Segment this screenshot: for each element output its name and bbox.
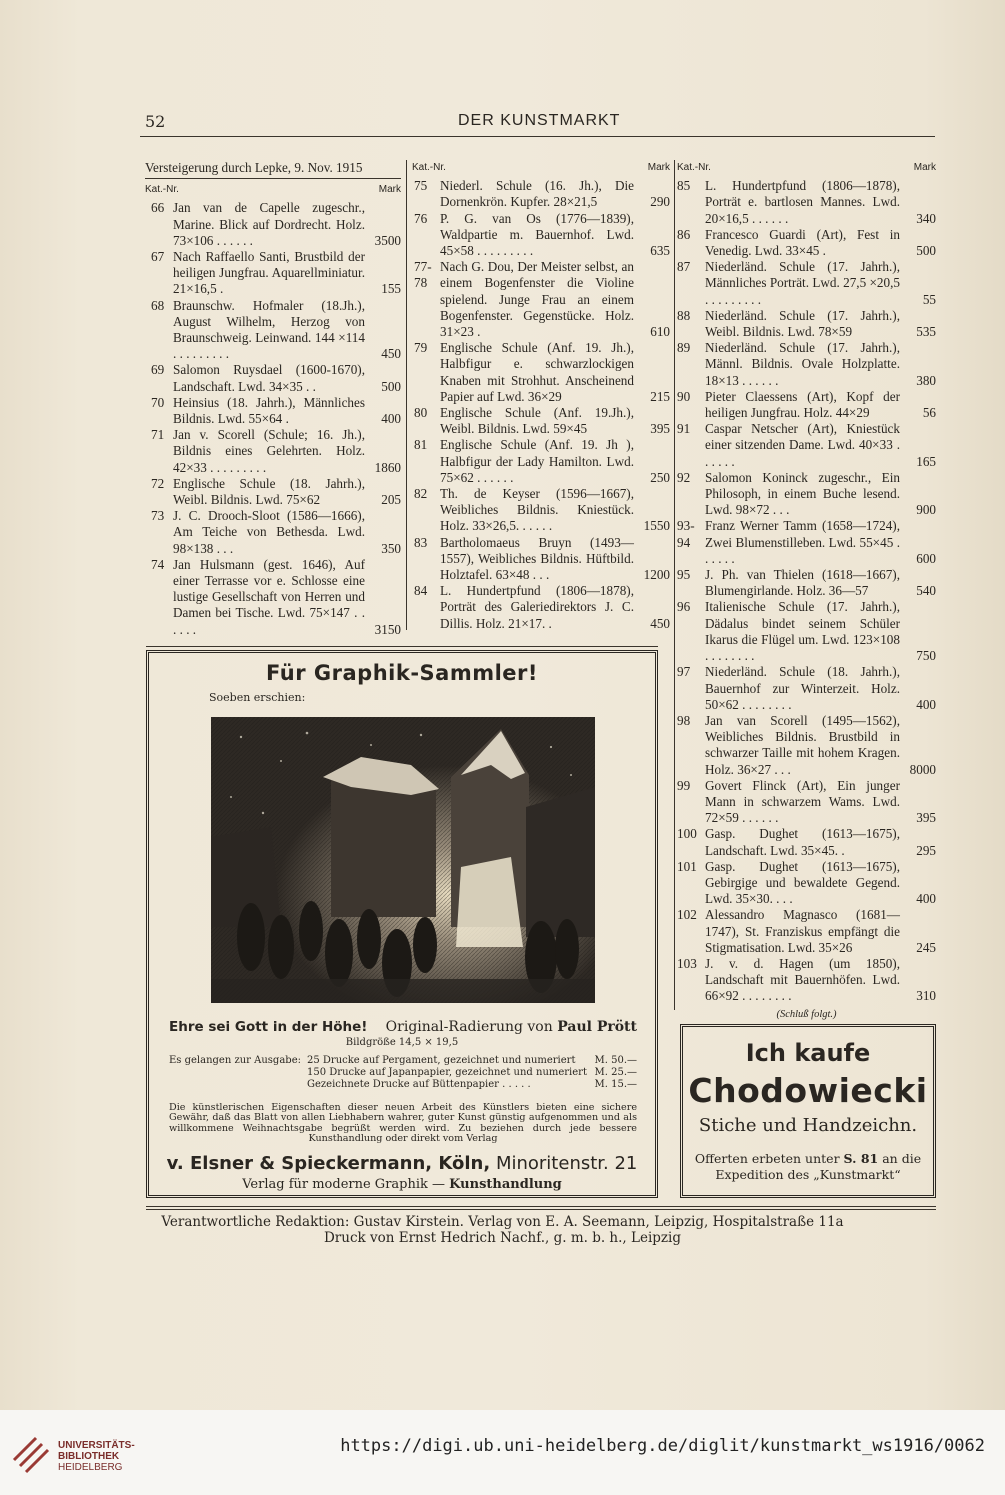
catalog-entry: [677, 389, 936, 421]
entry-description: J. v. d. Hagen (um 1850), Landschaft mit Bauernhöfen. Lwd. 66×92 . . . . . . . .: [705, 955, 900, 1004]
catalog-entry: [677, 859, 936, 908]
entry-description: Niederländ. Schule (18. Jahrh.), Bauernhof zur Winterzeit. Holz. 50×62 . . . . . . . .: [705, 664, 900, 712]
entry-price: 540: [916, 583, 936, 599]
entry-price: 450: [381, 346, 401, 362]
entry-description: Pieter Claessens (Art), Kopf der heiligen Jungfrau. Holz. 44×29: [705, 388, 900, 421]
lib-line-2: BIBLIOTHEK: [58, 1451, 120, 1462]
column-divider: [674, 160, 675, 1010]
entry-description: J. C. Drooch-Sloot (1586—1666), Am Teiche von Bethesda. Lwd. 98×138 . . .: [173, 508, 365, 556]
column-divider: [406, 160, 407, 630]
entry-price: 500: [916, 243, 936, 259]
entry-number: 71: [151, 427, 165, 443]
entry-description: J. Ph. van Thielen (1618—1667), Blumengirlande. Holz. 36—57: [705, 567, 900, 599]
entry-description: P. G. van Os (1776—1839), Waldpartie m. Bauernhof. Lwd. 45×58 . . . . . . . . .: [440, 210, 634, 259]
edition-lead: Es gelangen zur Ausgabe:: [169, 1055, 301, 1066]
ad-line-offerten: [691, 1151, 925, 1183]
continued-note: (Schluß folgt.): [776, 1008, 837, 1020]
entry-number: 96: [677, 599, 691, 615]
entry-price: 205: [381, 492, 401, 508]
entry-description: Niederländ. Schule (17. Jahrh.), Männliches Porträt. Lwd. 27,5 ×20,5 . . . . . . . . .: [705, 259, 900, 307]
catalog-entry: [145, 508, 401, 557]
catalog-entry: [677, 826, 936, 858]
entry-description: Gasp. Dughet (1613—1675), Gebirgige und bewaldete Gegend. Lwd. 35×30. . . .: [705, 858, 900, 907]
catalog-entry: [677, 470, 936, 519]
expedition-text: an die Expedition des „Kunstmarkt“: [715, 1151, 922, 1182]
footer-editor-line: Verantwortliche Redaktion: Gustav Kirstein. Verlag von E. A. Seemann, Leipzig, Hospitalstraße 11a: [161, 1214, 844, 1230]
entry-price: 395: [650, 421, 670, 437]
library-logo-icon[interactable]: [10, 1430, 50, 1474]
entry-price: 900: [916, 502, 936, 518]
catalog-entry: [677, 599, 936, 664]
entry-number: 85: [677, 178, 691, 194]
entry-number: 98: [677, 712, 691, 728]
column-header: [145, 182, 401, 198]
chodowiecki-advertisement: [680, 1024, 936, 1198]
col-hdr-katnr: Kat.-Nr.: [412, 162, 446, 173]
entry-number: 72: [151, 475, 165, 491]
column-header: [677, 160, 936, 176]
catalog-entry: [412, 259, 670, 340]
entry-description: L. Hundertpfund (1806—1878), Porträt des Galeriedirektors J. C. Dillis. Holz. 21×17. .: [440, 583, 634, 631]
catalog-entry: [677, 713, 936, 778]
offerten-text: Offerten erbeten unter: [694, 1151, 840, 1166]
column-1: [145, 160, 401, 638]
entry-number: 103: [677, 955, 697, 971]
footer-printer-line: Druck von Ernst Hedrich Nachf., g. m. b. h., Leipzig: [323, 1230, 681, 1246]
entry-price: 635: [650, 243, 670, 259]
catalog-entry: [677, 518, 936, 567]
entry-description: Salomon Koninck zugeschr., Ein Philosoph, in einem Buche lesend. Lwd. 98×72 . . .: [705, 469, 900, 518]
catalog-entry: [145, 249, 401, 298]
entry-description: Jan v. Scorell (Schule; 16. Jh.), Bildnis eines Gelehrten. Holz. 42×33 . . . . . . . . .: [173, 427, 365, 475]
entry-number: 70: [151, 394, 165, 410]
entry-number: 74: [151, 556, 165, 572]
ad-soeben: Soeben erschien:: [209, 691, 306, 704]
entry-price: 310: [916, 988, 936, 1004]
catalog-entry: [677, 907, 936, 956]
catalog-entry: [412, 486, 670, 535]
edition-text: 150 Drucke auf Japanpapier, gezeichnet und numeriert: [307, 1067, 587, 1078]
column-2: [412, 160, 670, 632]
col-hdr-mark: Mark: [378, 184, 401, 196]
entry-price: 400: [916, 891, 936, 907]
catalog-entry: [145, 362, 401, 394]
entry-description: Gasp. Dughet (1613—1675), Landschaft. Lwd. 35×45. .: [705, 826, 900, 858]
entry-number: 84: [414, 583, 428, 599]
catalog-entry: [412, 535, 670, 584]
entry-description: Francesco Guardi (Art), Fest in Venedig. Lwd. 33×45 .: [705, 226, 900, 259]
entry-description: Salomon Ruysdael (1600-1670), Landschaft. Lwd. 34×35 . .: [173, 362, 365, 394]
edition-price: M. 15.—: [594, 1079, 637, 1090]
entry-description: Englische Schule (18. Jahrh.), Weibl. Bildnis. Lwd. 75×62: [173, 475, 365, 508]
entry-number: 91: [677, 421, 691, 437]
entry-price: 400: [916, 696, 936, 712]
catalog-entry: [145, 476, 401, 508]
entry-price: 290: [650, 194, 670, 210]
entry-number: 82: [414, 486, 428, 502]
footer-rule: [146, 1206, 936, 1207]
catalog-entry: [677, 778, 936, 827]
entry-price: 8000: [909, 761, 936, 777]
entry-number: 89: [677, 340, 691, 356]
entry-description: Caspar Netscher (Art), Kniestück einer sitzenden Dame. Lwd. 40×33 . . . . . .: [705, 421, 900, 469]
entry-number: 79: [414, 340, 428, 356]
catalog-entry: [145, 557, 401, 638]
catalog-entry: [145, 427, 401, 476]
header-rule: [140, 136, 935, 137]
entry-number: 90: [677, 388, 691, 404]
entry-number: 102: [677, 907, 697, 923]
library-name[interactable]: [58, 1440, 135, 1473]
entry-description: Jan van Scorell (1495—1562), Weibliches Bildnis. Brustbild in schwarzer Taille mit hohem Kragen. Holz. 36×27 . . .: [705, 712, 900, 777]
catalog-entry: [677, 567, 936, 599]
entry-number: 80: [414, 405, 428, 421]
entry-number: 99: [677, 777, 691, 793]
catalog-entry: [145, 298, 401, 363]
entry-price: 1200: [643, 567, 670, 583]
entry-description: Englische Schule (Anf. 19. Jh ), Halbfigur der Lady Hamilton. Lwd. 75×62 . . . . . .: [440, 437, 634, 485]
entry-price: 395: [916, 810, 936, 826]
edition-row: [169, 1067, 637, 1079]
col-hdr-mark: Mark: [913, 162, 936, 173]
ad-line-chodowiecki: Chodowiecki: [688, 1071, 928, 1110]
entry-price: 750: [916, 648, 936, 664]
col-hdr-katnr: Kat.-Nr.: [677, 162, 711, 173]
entry-price: 56: [922, 405, 936, 421]
catalog-entry: [677, 956, 936, 1005]
entry-price: 55: [922, 291, 936, 307]
entry-number: 87: [677, 259, 691, 275]
entry-description: Italienische Schule (17. Jahrh.), Dädalus bindet seinem Schüler Ikarus die Flügel um. Lwd. 123×108 . . . . . . . .: [705, 599, 900, 664]
lib-line-3: HEIDELBERG: [58, 1462, 123, 1473]
entry-description: Franz Werner Tamm (1658—1724), Zwei Blumenstilleben. Lwd. 55×45 . . . . . .: [705, 518, 900, 566]
entry-description: Heinsius (18. Jahrh.), Männliches Bildnis. Lwd. 55×64 .: [173, 394, 365, 427]
edition-price: M. 25.—: [594, 1067, 637, 1078]
catalog-entry: [412, 583, 670, 632]
ad-line-ich-kaufe: Ich kaufe: [745, 1039, 871, 1067]
catalog-entry: [412, 437, 670, 486]
entry-description: Bartholomaeus Bruyn (1493—1557), Weibliches Bildnis. Hüftbild. Holztafel. 63×48 . . .: [440, 534, 634, 583]
entry-price: 500: [381, 378, 401, 394]
entry-list: [677, 178, 936, 1004]
catalog-entry: [412, 340, 670, 405]
col-hdr-katnr: Kat.-Nr.: [145, 184, 179, 196]
ad-title: Für Graphik-Sammler!: [266, 661, 538, 685]
entry-description: Englische Schule (Anf. 19.Jh.), Weibl. Bildnis. Lwd. 59×45: [440, 405, 634, 437]
entry-price: 250: [650, 469, 670, 485]
entry-price: 380: [916, 372, 936, 388]
entry-price: 450: [650, 615, 670, 631]
catalog-entry: [677, 308, 936, 340]
catalog-entry: [677, 421, 936, 470]
ad-body-text: Die künstlerischen Eigenschaften dieser neuen Arbeit des Künstlers bieten eine sichere Gewähr, daß das Blatt von allen Liebhabern wahrer, guter Kunst günstig aufgenommen und als willkommene Weihnachtsgabe begrüßt werden wird. Zu beziehen durch jede bessere Kunsthandlung oder direkt vom Verlag: [169, 1102, 637, 1145]
entry-number: 67: [151, 249, 165, 265]
entry-number: 101: [677, 858, 697, 874]
sale-title-rule: [145, 178, 401, 179]
entry-description: Niederl. Schule (16. Jh.), Die Dornenkrön. Kupfer. 28×21,5: [440, 178, 634, 210]
catalog-entry: [677, 259, 936, 308]
entry-description: Jan Hulsmann (gest. 1646), Auf einer Terrasse vor e. Schlosse eine lustige Gesellschaft von Herren und Damen bei Tische. Lwd. 75×147 . . . . . .: [173, 556, 365, 637]
verlag-bold: Kunsthandlung: [449, 1177, 562, 1192]
running-head: DER KUNSTMARKT: [458, 112, 621, 129]
catalog-entry: [677, 227, 936, 259]
entry-number: 66: [151, 200, 165, 216]
entry-price: 245: [916, 939, 936, 955]
entry-price: 400: [381, 411, 401, 427]
entry-number: 92: [677, 469, 691, 485]
entry-number: 73: [151, 508, 165, 524]
artist-name: Paul Prött: [557, 1019, 637, 1035]
etching-image: [211, 717, 595, 1003]
column-3: [677, 160, 936, 1023]
entry-price: 600: [916, 550, 936, 566]
entry-description: Niederländ. Schule (17. Jahrh.), Weibl. Bildnis. Lwd. 78×59: [705, 307, 900, 340]
image-size: Bildgröße 14,5 × 19,5: [345, 1037, 459, 1048]
work-desc: Original-Radierung von: [385, 1019, 553, 1035]
entry-number: 75: [414, 178, 428, 194]
entry-price: 535: [916, 324, 936, 340]
entry-number: 69: [151, 362, 165, 378]
catalog-entry: [145, 395, 401, 427]
edition-price: M. 50.—: [594, 1055, 637, 1066]
firm-name: v. Elsner & Spieckermann, Köln,: [166, 1153, 491, 1174]
entry-number: 76: [414, 210, 428, 226]
offer-code: S. 81: [843, 1151, 879, 1166]
entry-price: 155: [381, 281, 401, 297]
entry-number: 77-78: [414, 259, 432, 291]
entry-number: 86: [677, 226, 691, 242]
lib-line-1: UNIVERSITÄTS-: [58, 1440, 135, 1451]
entry-description: Govert Flinck (Art), Ein junger Mann in schwarzem Wams. Lwd. 72×59 . . . . . .: [705, 777, 900, 826]
etching-night-scene-illustration: [211, 717, 595, 1003]
entry-number: 95: [677, 567, 691, 583]
catalog-entry: [145, 200, 401, 249]
ad-top-rule: [146, 646, 658, 647]
work-title: Ehre sei Gott in der Höhe!: [169, 1019, 368, 1035]
permalink-url[interactable]: https://digi.ub.uni-heidelberg.de/diglit/kunstmarkt_ws1916/0062: [340, 1436, 985, 1456]
ad-line-stiche: Stiche und Handzeichn.: [698, 1115, 918, 1136]
firm-address: Minoritenstr. 21: [495, 1153, 638, 1174]
entry-price: 295: [916, 842, 936, 858]
entry-number: 81: [414, 437, 428, 453]
entry-description: L. Hundertpfund (1806—1878), Porträt e. bartlosen Mannes. Lwd. 20×16,5 . . . . . .: [705, 178, 900, 226]
entry-description: Th. de Keyser (1596—1667), Weibliches Bildnis. Kniestück. Holz. 33×26,5. . . . . .: [440, 486, 634, 534]
entry-price: 3150: [374, 621, 401, 637]
entry-number: 83: [414, 534, 428, 550]
entry-price: 1860: [374, 459, 401, 475]
entry-description: Nach G. Dou, Der Meister selbst, an einem Bogenfenster die Violine spielend. Junge Frau an einem Bogenfenster. Gegenstücke. Holz. 31×23 .: [440, 259, 634, 340]
entry-price: 610: [650, 324, 670, 340]
page-number: 52: [145, 112, 166, 131]
work-desc-wrap: [386, 1019, 637, 1035]
entry-description: Nach Raffaello Santi, Brustbild der heiligen Jungfrau. Aquarellminiatur. 21×16,5 .: [173, 249, 365, 297]
entry-description: Niederländ. Schule (17. Jahrh.), Männl. Bildnis. Ovale Holzplatte. 18×13 . . . . . .: [705, 340, 900, 388]
entry-price: 350: [381, 540, 401, 556]
edition-text: Gezeichnete Drucke auf Büttenpapier . . . . .: [307, 1079, 531, 1090]
edition-row: [169, 1079, 637, 1091]
entry-number: 88: [677, 307, 691, 323]
entry-list: [145, 200, 401, 637]
entry-price: 3500: [374, 232, 401, 248]
entry-list: [412, 178, 670, 632]
entry-description: Jan van de Capelle zugeschr., Marine. Blick auf Dordrecht. Holz. 73×106 . . . . . .: [173, 200, 365, 248]
catalog-entry: [677, 178, 936, 227]
entry-price: 1550: [643, 518, 670, 534]
entry-description: Braunschw. Hofmaler (18.Jh.), August Wilhelm, Herzog von Braunschweig. Leinwand. 144 ×114 . . . . . . . . .: [173, 297, 365, 362]
edition-row: [169, 1055, 637, 1067]
catalog-entry: [677, 664, 936, 713]
column-header: [412, 160, 670, 176]
entry-description: Englische Schule (Anf. 19. Jh.), Halbfigur e. schwarzlockigen Knaben mit Strohhut. Anscheinend Papier auf Lwd. 36×29: [440, 340, 634, 404]
entry-number: 97: [677, 664, 691, 680]
ad-caption: [169, 1019, 637, 1035]
sale-title: Versteigerung durch Lepke, 9. Nov. 1915: [145, 160, 363, 175]
entry-number: 100: [677, 826, 697, 842]
verlag-line: [149, 1177, 655, 1192]
publisher-line: [149, 1153, 655, 1174]
entry-number: 68: [151, 297, 165, 313]
col-hdr-mark: Mark: [647, 162, 670, 173]
entry-number: 93-94: [677, 518, 695, 550]
graphik-advertisement: [146, 650, 658, 1198]
entry-price: 340: [916, 210, 936, 226]
entry-price: 215: [650, 388, 670, 404]
edition-text: 25 Drucke auf Pergament, gezeichnet und numeriert: [307, 1055, 576, 1066]
catalog-entry: [412, 211, 670, 260]
verlag-text: Verlag für moderne Graphik —: [242, 1177, 446, 1192]
footer-rule: [146, 1209, 936, 1210]
catalog-entry: [412, 178, 670, 210]
edition-list: [169, 1055, 637, 1091]
entry-description: Alessandro Magnasco (1681—1747), St. Franziskus empfängt die Stigmatisation. Lwd. 35×26: [705, 907, 900, 955]
catalog-entry: [677, 340, 936, 389]
entry-price: 165: [916, 453, 936, 469]
catalog-entry: [412, 405, 670, 437]
